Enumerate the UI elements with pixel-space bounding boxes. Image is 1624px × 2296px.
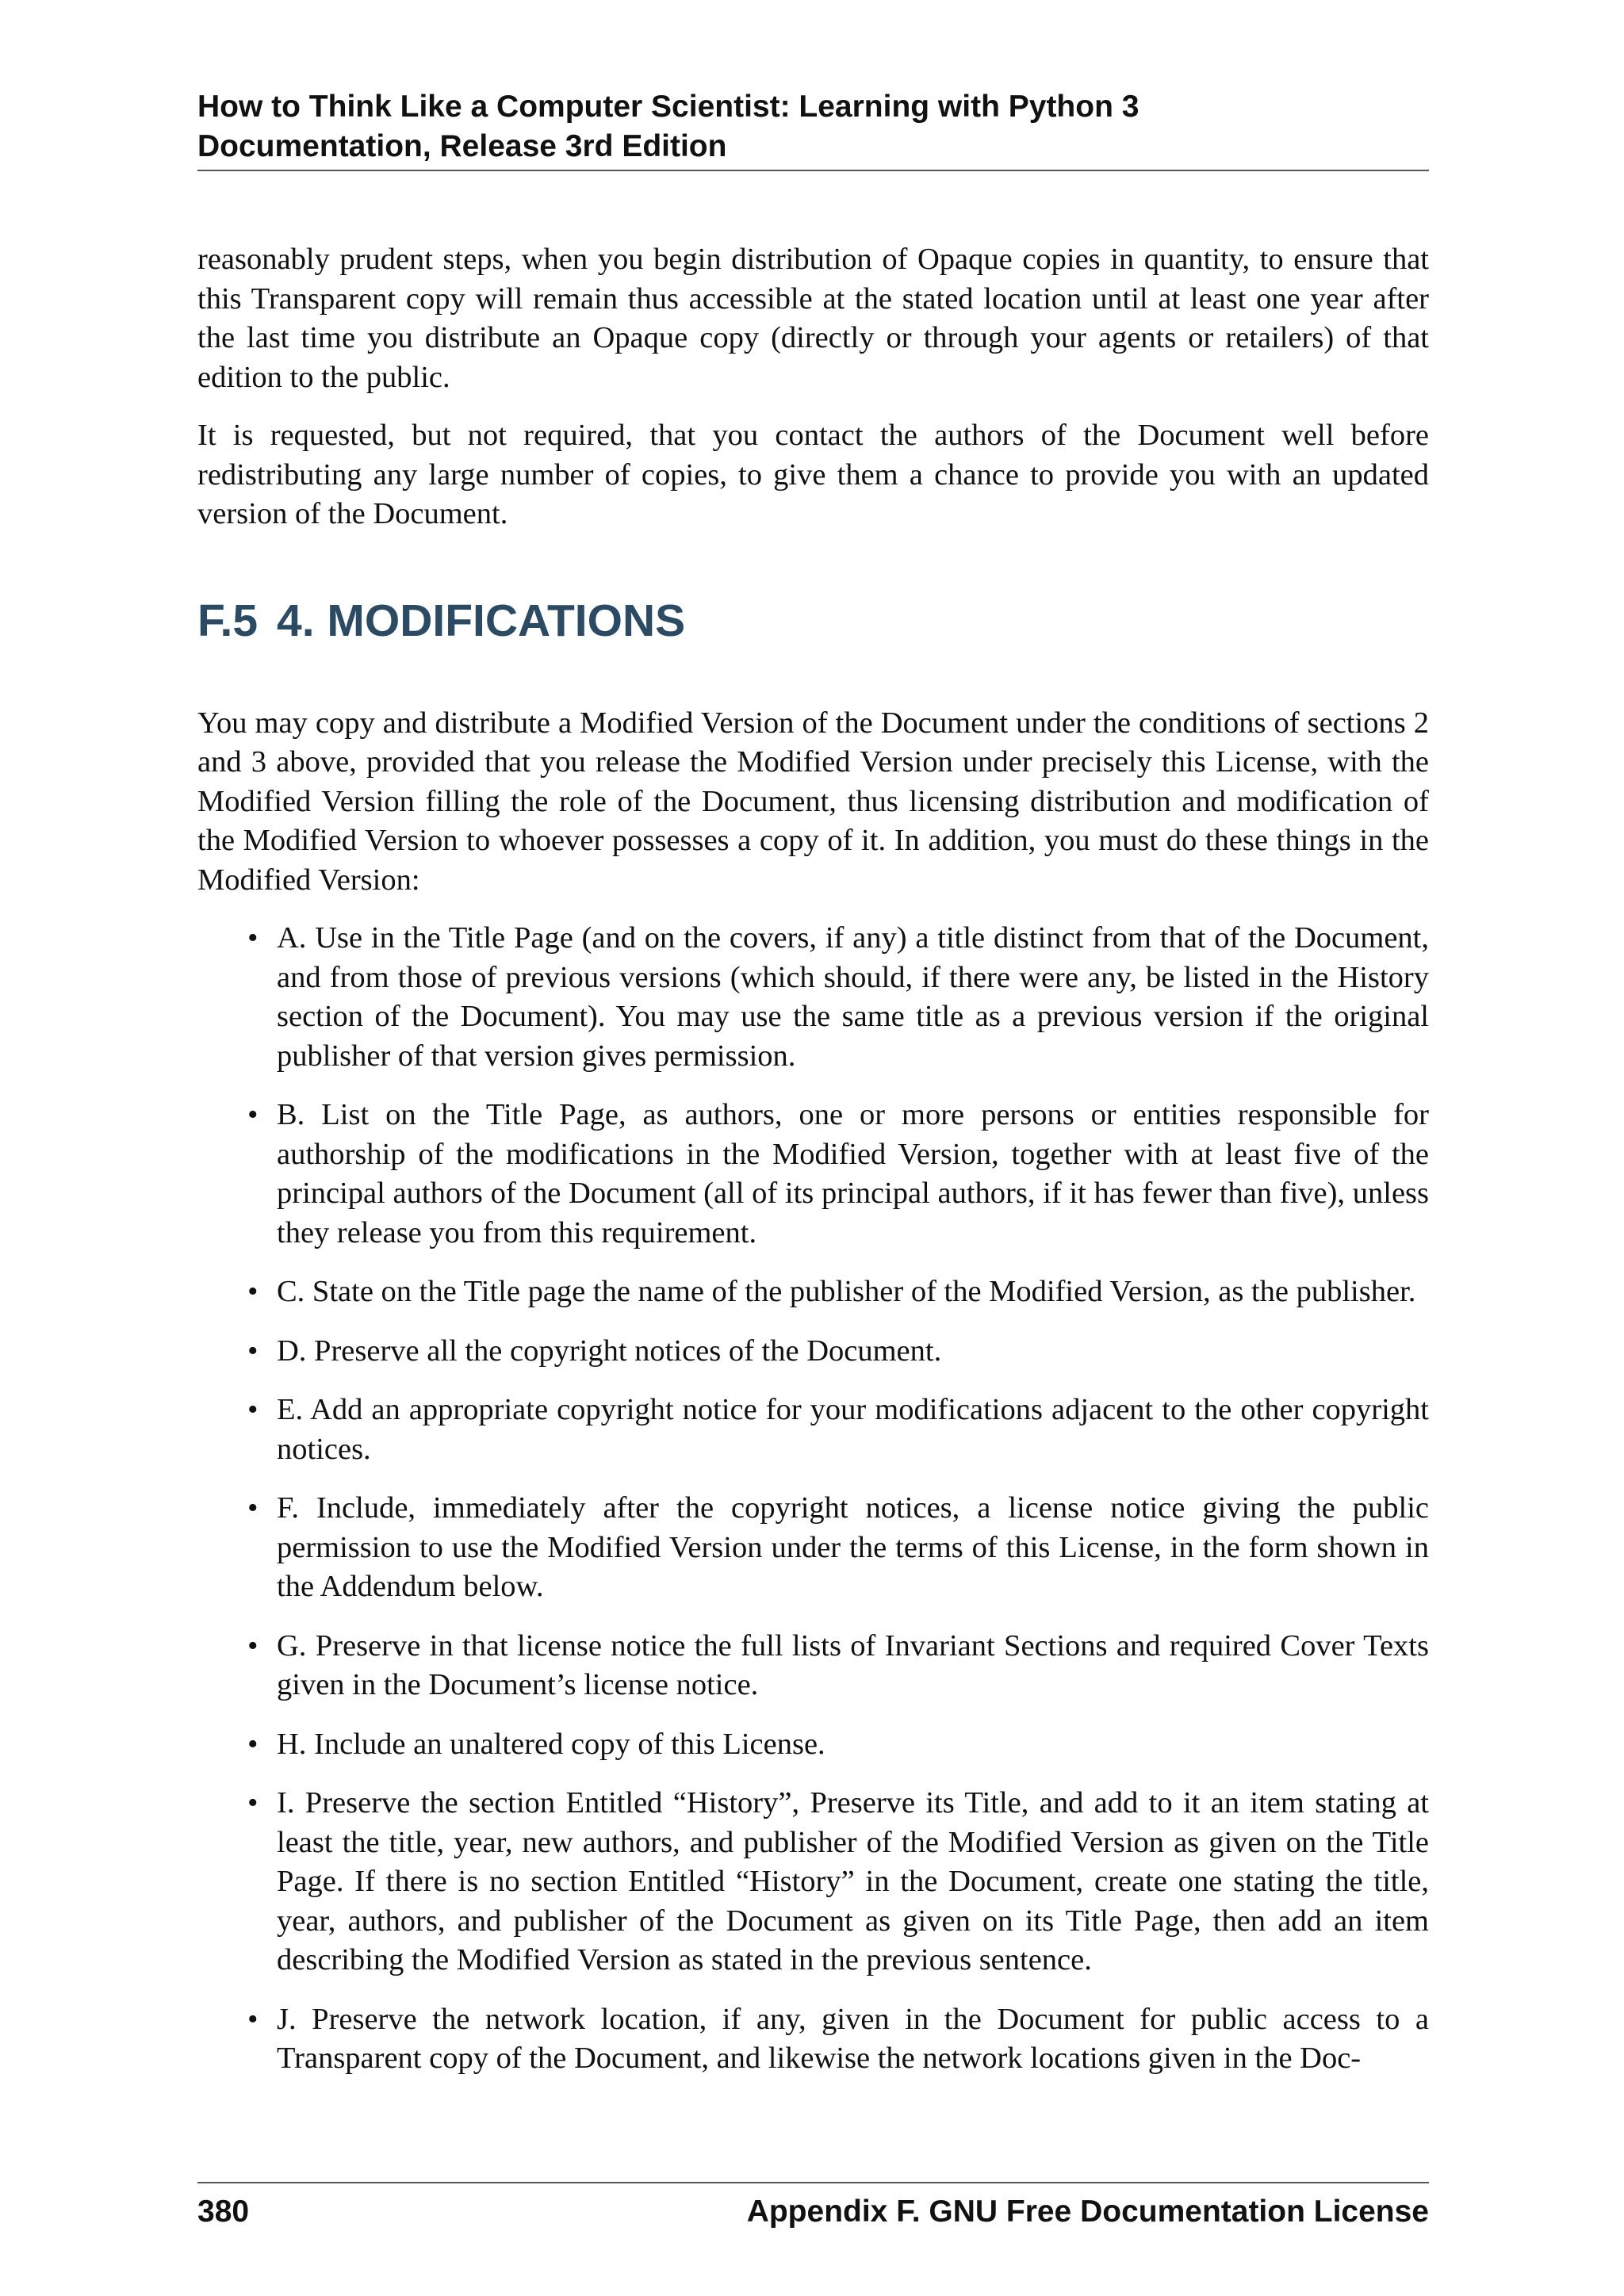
section-heading bbox=[197, 593, 1429, 649]
bullet-icon: • bbox=[247, 921, 259, 955]
list-item bbox=[247, 1096, 1429, 1253]
list-item bbox=[247, 1627, 1429, 1705]
list-item bbox=[247, 1784, 1429, 1980]
list-item bbox=[247, 1391, 1429, 1469]
list-item bbox=[247, 1332, 1429, 1372]
bullet-icon: • bbox=[247, 1786, 259, 1820]
bullet-icon: • bbox=[247, 2002, 259, 2036]
list-item bbox=[247, 2000, 1429, 2079]
list-item-text: E. Add an appropriate copyright notice for your modifications adjacent to the other copyright notices. bbox=[277, 1393, 1429, 1466]
modifications-list bbox=[197, 919, 1429, 2079]
bullet-icon: • bbox=[247, 1098, 259, 1131]
running-footer bbox=[197, 2182, 1429, 2231]
page-number: 380 bbox=[197, 2195, 250, 2229]
list-item bbox=[247, 1725, 1429, 1765]
bullet-icon: • bbox=[247, 1491, 259, 1525]
page-content bbox=[197, 87, 1429, 2099]
running-header bbox=[197, 87, 1429, 171]
list-item-text: G. Preserve in that license notice the full lists of Invariant Sections and required Cover Texts given in the Document’s license notice. bbox=[277, 1628, 1429, 1701]
bullet-icon: • bbox=[247, 1727, 259, 1761]
list-item-text: F. Include, immediately after the copyright notices, a license notice giving the public permission to use the Modified Version under the terms of this License, in the form shown in the Addendum below. bbox=[277, 1491, 1429, 1603]
paragraph: It is requested, but not required, that you contact the authors of the Document well before redistributing any large number of copies, to give them a chance to provide you with an updated version of the Document. bbox=[197, 419, 1429, 530]
paragraph: reasonably prudent steps, when you begin distribution of Opaque copies in quantity, to ensure that this Transparent copy will remain thus accessible at the stated location until at least one year after the last time you distribute an Opaque copy (directly or through your agents or retailers) of that edition to the public. bbox=[197, 243, 1429, 394]
footer-chapter-title: Appendix F. GNU Free Documentation License bbox=[746, 2195, 1429, 2229]
header-title-line-2: Documentation, Release 3rd Edition bbox=[197, 129, 727, 163]
section-number: F.5 bbox=[197, 595, 259, 646]
header-title-line-1: How to Think Like a Computer Scientist: Learning with Python 3 bbox=[197, 90, 1139, 124]
list-item-text: B. List on the Title Page, as authors, one or more persons or entities responsible for authorship of the modifications in the Modified Version, together with at least five of the principal authors of the Document (all of its principal authors, if it has fewer than five), unless they release you from this requirement. bbox=[277, 1098, 1429, 1249]
list-item-text: I. Preserve the section Entitled “History”, Preserve its Title, and add to it an item stating at least the title, year, new authors, and publisher of the Modified Version as given on the Title Page. If there is no section Entitled “History” in the Document, create one stating the title, year, authors, and publisher of the Document as given on its Title Page, then add an item describing the Modified Version as stated in the previous sentence. bbox=[277, 1786, 1429, 1976]
list-item bbox=[247, 1489, 1429, 1607]
section-intro-paragraph: You may copy and distribute a Modified Version of the Document under the conditions of sections 2 and 3 above, provided that you release the Modified Version under precisely this License, with the Modified Version filling the role of the Document, thus licensing distribution and modification of the Modified Version to whoever possesses a copy of it. In addition, you must do these things in the Modified Version: bbox=[197, 706, 1429, 897]
list-item-text: C. State on the Title page the name of the publisher of the Modified Version, as the publisher. bbox=[277, 1275, 1416, 1308]
document-body bbox=[197, 240, 1429, 2079]
list-item bbox=[247, 1272, 1429, 1312]
bullet-icon: • bbox=[247, 1334, 259, 1368]
list-item-text: A. Use in the Title Page (and on the covers, if any) a title distinct from that of the Document, and from those of previous versions (which should, if there were any, be listed in the History section of the Document). You may use the same title as a previous version if the original publisher of that version gives permission. bbox=[277, 921, 1429, 1073]
list-item-text: D. Preserve all the copyright notices of the Document. bbox=[277, 1334, 942, 1368]
section-title: 4. MODIFICATIONS bbox=[277, 595, 686, 646]
list-item-text: H. Include an unaltered copy of this License. bbox=[277, 1727, 825, 1761]
list-item bbox=[247, 919, 1429, 1076]
bullet-icon: • bbox=[247, 1628, 259, 1663]
bullet-icon: • bbox=[247, 1393, 259, 1426]
list-item-text: J. Preserve the network location, if any, given in the Document for public access to a Transparent copy of the Document, and likewise the network locations given in the Doc- bbox=[277, 2002, 1429, 2075]
bullet-icon: • bbox=[247, 1275, 259, 1308]
